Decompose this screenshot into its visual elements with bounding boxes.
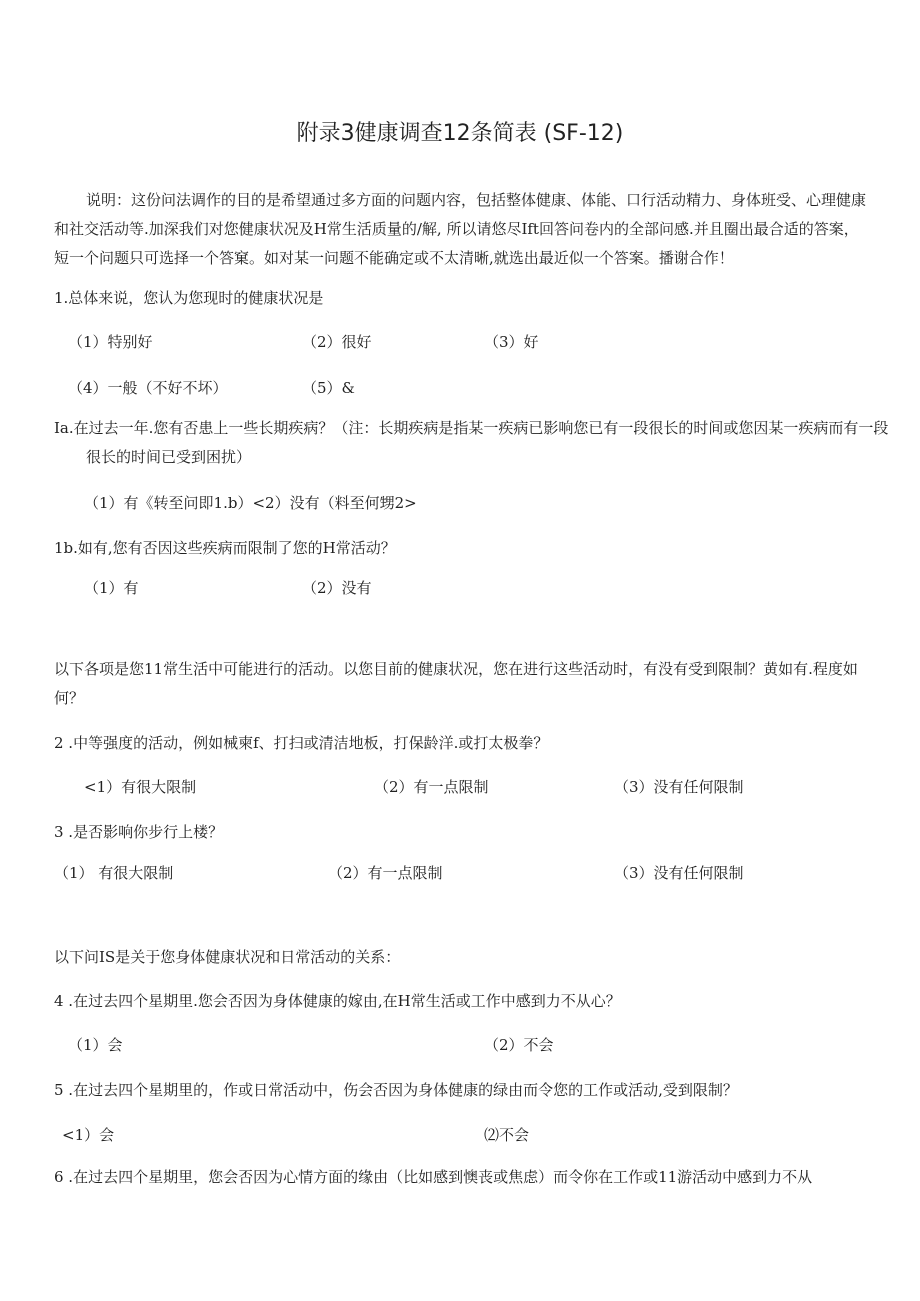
question-2: 2 .中等强度的活动，例如械柬f、打扫或清洁地板，打保龄洋.或打太极拳？ — [54, 734, 549, 752]
q1-option-5[interactable]: （5）& — [302, 379, 355, 397]
question-5: 5 .在过去四个星期里的，作或日常活动中，伤会否因为身体健康的绿由而令您的工作或活动,受到限制？ — [54, 1081, 738, 1099]
question-1: 1.总体来说，您认为您现时的健康状况是 — [54, 289, 324, 307]
q4-option-2[interactable]: （2）不会 — [484, 1036, 554, 1054]
q3-option-3[interactable]: （3）没有任何限制 — [614, 864, 744, 882]
q3-option-1[interactable]: （1） 有很大限制 — [54, 864, 174, 882]
q1-option-4[interactable]: （4）一般（不好不坏） — [68, 379, 228, 397]
question-4: 4 .在过去四个星期里.您会否因为身体健康的嫁由,在H常生活或工作中感到力不从心？ — [54, 992, 621, 1010]
q1-option-3[interactable]: （3）好 — [484, 333, 539, 351]
section-intro-physical: 以下问IS是关于您身体健康状况和日常活动的关系： — [54, 948, 401, 966]
q1-option-1[interactable]: （1）特别好 — [68, 333, 153, 351]
q4-option-1[interactable]: （1）会 — [68, 1036, 123, 1054]
q2-option-1[interactable]: <1）有很大限制 — [84, 778, 197, 796]
intro-paragraph: 说明：这份问法调作的目的是希望通过多方面的问题内容，包括整体健康、体能、口行活动精力、身体班受、心理健康和社交活动等.加深我们对您健康状况及H常生活质量的/解, 所以请悠尽Ift回答问卷内的全部问感.并且圈出最合适的答案，短一个问题只可选择一个答窠。如对某一问题不能确定或不太清晰,就选出最近似一个答案。播谢合作！ — [54, 191, 867, 267]
q1a-options[interactable]: （1）有《转至问即1.b）<2）没有（料至何甥2> — [84, 494, 417, 512]
q1b-option-2[interactable]: （2）没有 — [302, 579, 372, 597]
question-1a: Ia.在过去一年.您有否患上一些长期疾病？（注：长期疾病是指某一疾病已影响您已有一段很长的时间或您因某一疾病而有一段很长的时间已受到困扰） — [54, 419, 889, 466]
question-6: 6 .在过去四个星期里，您会否因为心情方面的缘由（比如感到懊丧或焦虑）而令你在工作或11游活动中感到力不从 — [54, 1168, 813, 1186]
page-title: 附录3健康调查12条简表 (SF-12) — [296, 121, 624, 146]
section-intro-activities: 以下各项是您11常生活中可能进行的活动。以您目前的健康状况，您在进行这些活动时，有没有受到限制？黄如有.程度如何？ — [54, 660, 858, 707]
question-3: 3 .是否影响你步行上楼？ — [54, 823, 224, 841]
q2-option-3[interactable]: （3）没有任何限制 — [614, 778, 744, 796]
q2-option-2[interactable]: （2）有一点限制 — [374, 778, 489, 796]
q3-option-2[interactable]: （2）有一点限制 — [328, 864, 443, 882]
q1-option-2[interactable]: （2）很好 — [302, 333, 372, 351]
q1b-option-1[interactable]: （1）有 — [84, 579, 139, 597]
question-1b: 1b.如有,您有否因这些疾病而限制了您的H常活动？ — [54, 539, 396, 557]
q5-option-1[interactable]: <1）会 — [62, 1126, 115, 1144]
q5-option-2[interactable]: ⑵不会 — [484, 1126, 530, 1144]
